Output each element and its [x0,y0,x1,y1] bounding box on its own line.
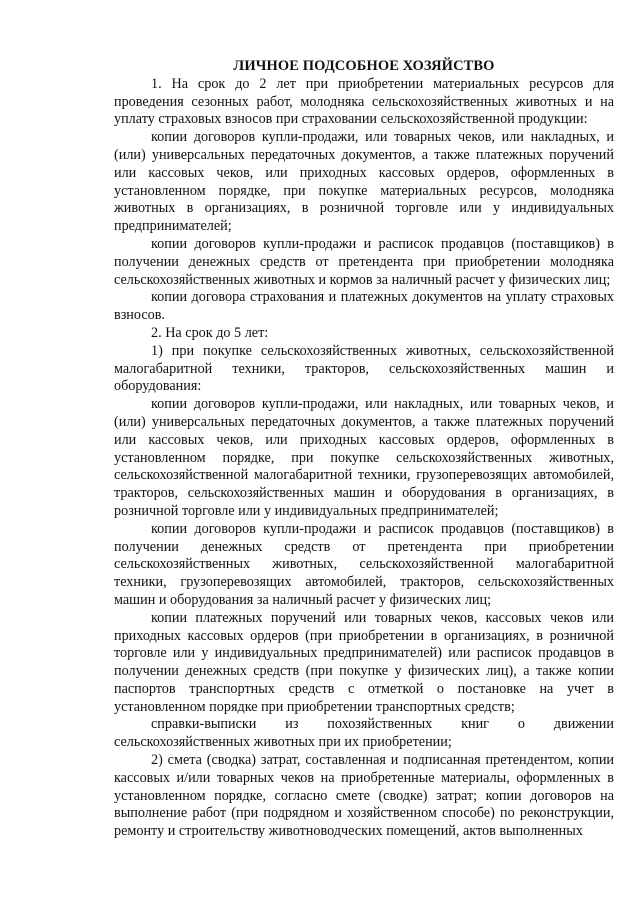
paragraph: копии договоров купли-продажи, или накладных, или товарных чеков, и (или) универсальных передаточных документов, а также платежных поручений или кассовых чеков, или приходных кассовых ордеров, оформленных в установленном порядке, при покупке сельскохозяйственных животных, сельскохозяйственной малогабаритной техники, грузоперевозящих автомобилей, тракторов, сельскохозяйственных машин и оборудования в организациях, в розничной торговле или у индивидуальных предпринимателей; [114,396,614,519]
paragraph: копии договоров купли-продажи и расписок продавцов (поставщиков) в получении денежных средств от претендента при приобретении сельскохозяйственных животных, сельскохозяйственной малогабаритной техники, грузоперевозящих автомобилей, тракторов, сельскохозяйственных машин и оборудования за наличный расчет у физических лиц; [114,520,614,608]
paragraph: 1. На срок до 2 лет при приобретении материальных ресурсов для проведения сезонных работ, молодняка сельскохозяйственных животных и на уплату страховых взносов при страховании сельскохозяйственной продукции: [114,75,614,128]
paragraph: копии платежных поручений или товарных чеков, кассовых чеков или приходных кассовых ордеров (при приобретении в организациях, в розничной торговле или у индивидуальных предпринимателей) или расписок продавцов в получении денежных средств (при покупке у физических лиц), а также копии паспортов транспортных средств с отметкой о постановке на учет в установленном порядке при приобретении транспортных средств; [114,609,614,715]
paragraph: 2) смета (сводка) затрат, составленная и подписанная претендентом, копии кассовых и/или товарных чеков на приобретенные материалы, оформленных в установленном порядке, согласно смете (сводке) затрат; копии договоров на выполнение работ (при подрядном и хозяйственном способе) по реконструкции, ремонту и строительству животноводческих помещений, актов выполненных [114,752,614,840]
document-title: ЛИЧНОЕ ПОДСОБНОЕ ХОЗЯЙСТВО [233,58,495,74]
paragraph: 2. На срок до 5 лет: [151,324,269,341]
paragraph: 1) при покупке сельскохозяйственных животных, сельскохозяйственной малогабаритной техники, тракторов, сельскохозяйственных машин и оборудования: [114,342,614,395]
paragraph: копии договоров купли-продажи, или товарных чеков, или накладных, и (или) универсальных передаточных документов, а также платежных поручений или кассовых чеков, или приходных кассовых ордеров, оформленных в установленном порядке, при покупке материальных ресурсов, молодняка животных в организациях, в розничной торговле или у индивидуальных предпринимателей; [114,129,614,235]
paragraph: копии договора страхования и платежных документов на уплату страховых взносов. [114,289,614,324]
paragraph: справки-выписки из похозяйственных книг о движении сельскохозяйственных животных при их приобретении; [114,716,614,751]
paragraph: копии договоров купли-продажи и расписок продавцов (поставщиков) в получении денежных средств от претендента при приобретении молодняка сельскохозяйственных животных и кормов за наличный расчет у физических лиц; [114,235,614,288]
